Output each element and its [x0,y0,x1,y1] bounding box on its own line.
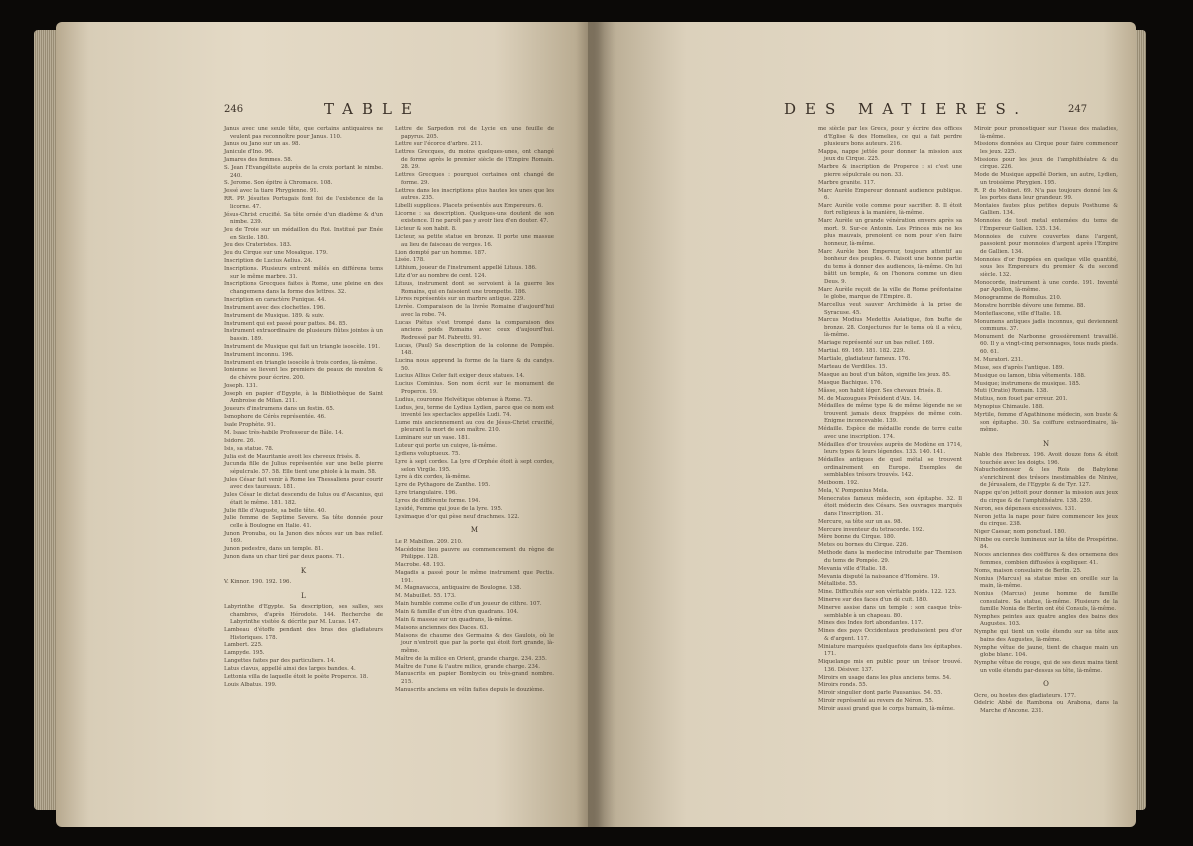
index-entry: Masque Bachique. 176. [818,379,883,386]
index-entry: Macrobe. 48. 193. [395,562,445,569]
index-entry: Macédoine lieu pauvre au commencement du règne de Philippe. 128. [395,546,554,561]
index-entry: Lucina nous apprend la forme de la tiare & du candys. 50. [395,358,554,372]
index-entry: Mevania disputé la naissance d'Homère. 19. [818,573,940,580]
index-entry: Lume mis anciennement au cou de Jésus-Christ crucifié, pleurant la mort de son maître. 210. [395,419,554,434]
index-entry: RR. PP. Jésuites Portugais font foi de l'existence de la licorne. 47. [224,196,383,210]
index-entry: Nymphes peintes aux quatre angles des bains des Augustes. 103. [974,613,1118,628]
index-entry: Minerve sur des faces d'un dé cuit. 180. [818,597,928,604]
index-entry: Inscription de Lucius Aelius. 24. [224,258,313,265]
index-entries-l [224,604,383,689]
index-entry: Louis Albatus. 199. [224,681,277,688]
index-entry: Noces anciennes des coëffures & des ornemens des femmes, combien diffusées à expliquer. 41. [974,552,1118,566]
index-entry: Lyre à sept cordes. La lyre d'Orphée étoit à sept cordes, selon Virgile. 195. [395,459,554,473]
open-book [56,22,1136,827]
index-entry: Mutius, non fouet par erreur. 201. [974,396,1068,403]
index-entry: Junon Pronuba, ou la Junon des nôces sur un bas relief. 169. [224,530,383,545]
index-entry: Monstre horrible dévore une femme. 88. [974,302,1086,309]
index-entry: Mercure, sa tête sur un as. 98. [818,518,903,525]
index-entry: Monnoies de tout metal entemées du tems de l'Empereur Gallien. 135. 134. [974,218,1118,232]
index-entry: Joseph en papier d'Egypte, à la Bibliothèque de Saint Ambroise de Milan. 211. [224,390,383,405]
index-entry: Ismophore de Cérès représentée. 46. [224,414,326,421]
index-entry: Janus avec une seule tête, que certains antiquaires ne veulent pas reconnoître pour Janus. 110. [224,126,383,140]
index-entry: M. de Mazougues Président d'Aix. 14. [818,395,922,402]
index-entry: M. Muratori. 231. [974,356,1023,363]
index-entry: Lambeau d'étoffe pendant des bras des gladiateurs Historiques. 178. [224,627,383,641]
index-entry: Instrument de Musique. 189. & suiv. [224,312,324,319]
page-number-right: 247 [1068,104,1088,115]
index-entry: Missions pour les jeux de l'amphithéatre & du cirque. 226. [974,156,1118,171]
index-entry: Médailles d'or trouvées auprès de Modène en 1714, leurs types & leurs légendes. 133. 140. 141. [818,441,962,456]
index-entry: Libelli supplices. Placets présentés aux Empereurs. 6. [395,202,544,209]
index-entry: Isis, sa statue. 78. [224,445,274,452]
book-edge-left [34,30,58,810]
index-entry: Miniature marquées quelquefois dans les épitaphes. 171. [818,643,962,658]
index-entry: Monument de Narbonne grossièrement travaillé. 60. Il y a vingt-cinq personnages, tous nuds pieds. 60. 61. [974,333,1118,355]
index-entry: Maisons anciennes des Daces. 63. [395,624,489,631]
index-entry: Junon pedestre, dans un temple. 81. [224,546,324,553]
index-entry: Médailles de même type & de même légende ne se trouvent jamais deux frappées de même coin. Enigme inconcevable. 139. [818,403,962,425]
index-entry: Mâsse, son habit léger. Ses chevaux frisés. 8. [818,387,942,394]
index-entry: Lyre de Pythagore de Zanthe. 195. [395,482,491,489]
index-entry: Metes ou bornes du Cirque. 226. [818,542,908,549]
index-entry: Monteflascone, ville d'Italie. 18. [974,310,1062,317]
index-entry: Lettres dans les inscriptions plus hautes les unes que les autres. 235. [395,187,554,202]
index-entry: Licteur & son habit. 8. [395,226,457,233]
index-entry: Martiale, gladiateur fameux. 176. [818,356,911,363]
index-entry: Mevania ville d'Italie. 18. [818,565,888,572]
index-entry: Jessé avec la tiare Phrygienne. 91. [224,188,319,195]
index-entry: Marc Aurèle reçoit de la ville de Rome préfontaine le globe, marque de l'Empire. 8. [818,286,962,301]
index-entries [224,126,383,562]
index-entry: Muti (Oratio) Romain. 138. [974,388,1049,395]
index-entry: Menecrates fameux médecin, son épitaphe. 32. Il étoit médecin des Césars. Ses ouvrages marqués dans l'inscription. 31. [818,495,962,517]
index-entry: Ocre, ou hostes des gladiateurs. 177. [974,692,1076,699]
index-entry: Mercure inventeur du tetracorde. 192. [818,526,925,533]
index-entry: Litz d'or au nombre de cent. 124. [395,273,487,280]
index-entry: Main humble comme celle d'un joueur de cithre. 107. [395,601,542,608]
index-entry: Nymphe vêtue de rouge, qui de ses deux mains tient un voile étendu par-dessus sa tête, là-même. [974,660,1118,674]
index-entry: Meiboom. 192. [818,479,859,486]
index-entry: Lysimaque d'or qui pèse neuf drachmes. 122. [395,513,520,520]
index-entry: Janus ou Jano sur un as. 98. [224,141,301,148]
index-entry: Luteur qui porte un cuiqve, là-même. [395,443,497,450]
index-entry: Mines des pays Occidentaux produisoient peu d'or & d'argent. 117. [818,628,962,642]
index-entry: Marteau de Verdilles. 15. [818,363,888,370]
index-entry: Marcus Modius Medettis Asiatique, fon bufte de bronze. 28. Conjectures fur le tems où il a vécu, là-même. [818,317,962,339]
running-head-left: TABLE [324,100,421,118]
index-entry: Lituus, instrument dont se servoient à la guerre les Romains, qui en faisoient une trompette. 186. [395,281,554,295]
index-entry: Marbre & inscription de Properce : si c'est une pierre sépulcrale ou non. 33. [818,164,962,178]
index-entry: Neron, ses dépenses excessives. 131. [974,505,1077,512]
index-entry: Miroir pour pronostiquer sur l'issue des maladies, là-même. [974,126,1118,140]
index-entry: Lettre de Sarpedon roi de Lycie en une feuille de papyrus. 205. [395,126,554,140]
index-entry: Instrument extraordinaire de plusieurs flûtes jointes à un bassin. 189. [224,328,383,342]
index-entry: Métalliste. 55. [818,581,858,588]
index-entry: Marbre granite. 117. [818,179,876,186]
index-entry: Jeu du Cirque sur une Mosaïque. 179. [224,250,328,257]
index-entry: Lion dompté par un homme. 187. [395,249,487,256]
index-entry: Musique; instrumens de musique. 185. [974,380,1081,387]
index-entry: Lettre sur l'écorce d'arbre. 211. [395,141,483,148]
index-entry: Lucas, (Paul) Sa description de la colonne de Pompée. 148. [395,342,554,357]
index-entry: Mine. Difficultés sur son véritable poids. 122. 123. [818,589,957,596]
index-entry: Inscription en caractère Punique. 44. [224,296,327,303]
index-entry: Jeu des Crateristes. 183. [224,242,292,249]
index-entry: Mines des Indes fort abondantes. 117. [818,620,923,627]
index-entry: Main & massue sur un quadrans, là-même. [395,617,513,624]
index-entry: Neron jetta la nape pour faire commencer les jeux du cirque. 238. [974,513,1118,528]
index-entry: Julia est de Mauritanie avoit les cheveux frisés. 8. [224,453,361,460]
index-entry: Miroirs ronds. 55. [818,682,868,689]
index-entry: Methode dans la medecine introduite par Themison du tems de Pompée. 29. [818,550,962,564]
letter-heading-k: K [300,566,307,575]
index-entry: Main & famille d'un être d'un quadrans. 104. [395,609,519,616]
left-column-2 [395,126,554,695]
index-entry: Joueurs d'instrumens dans un festin. 65. [224,406,335,413]
index-entry: Nappe qu'on jettoit pour donner la mission aux jeux du cirque & de l'amphithéatre. 138. 259. [974,490,1118,504]
index-entry: Mère bonne du Cirque. 180. [818,534,896,541]
index-entry: R. P. du Molinet. 69. N'a pas toujours donné les & les portes dans leur grandeur. 99. [974,187,1118,202]
index-entry: Nonius (Marcus) jeune homme de famille consulaire. Sa statue, là-même. Plusieurs de la famille Nonia de Berlin ont été Consuls, là-même. [974,591,1118,612]
index-entry: Lettonia villa de laquelle étoit le poète Properce. 18. [224,673,369,680]
index-entry: Lyres de différente forme. 194. [395,498,481,505]
index-entry: Lyre à dix cordes, là-même. [395,474,471,481]
index-entry: Marc Aurèle un grande vénération envers après sa mort. 9. Sur-ce Antonin. Les Princes mis ne les plus mauvais, prenoient ce nom pour s'en faire honneur, là-même. [818,218,962,247]
index-entry: Joseph. 131. [224,382,258,389]
index-entry: Miquelange mis en public pour un trésor trouvé. 136. Désiver. 137. [818,659,962,673]
index-entries [395,126,554,521]
index-entry: Marc Aurèle voile comme pour sacrifier. 8. Il étoit fort religieux à la manière, là-même. [818,202,962,217]
index-entry: Lysidé, Femme qui joue de la lyre. 195. [395,506,503,512]
index-entry: Jamares des femmes. 58. [224,157,293,164]
index-entry: S. Jean l'Evangéliste auprès de la croix portant le nimbe. 240. [224,165,383,179]
index-entry: Lucas Piétus s'est trompé dans la comparaison des anciens poids Romains avec ceux d'aujourd'hui. Redressé par M. Fabretti. 91. [395,319,554,341]
index-entry: Musique ou lamon, tibia vêtements. 188. [974,372,1086,379]
index-entry: Langettes faites par des particuliers. 14. [224,658,336,665]
index-entry: Miroir représenté au revers de Néron. 55. [818,698,934,705]
index-entry: Miroir aussi grand que le corps humain, là-même. [818,706,955,713]
letter-heading-l: L [301,591,306,600]
index-entry: Licteur, sa petite statue en bronze. Il porte une massue au lieu de faisceau de verges. 16. [395,234,554,248]
index-entry: Janicule d'Ino. 96. [224,149,274,156]
index-entry: Manuscrits en papier Bombycin ou très-grand nombre. 215. [395,671,554,685]
index-entry: Monnoies d'or frappées en quelque ville quantité, sous les Empereurs du premier & du second siècle. 132. [974,256,1118,278]
index-entry: Instrument de Musique qui fait un triangle isoscèle. 191. [224,343,381,350]
index-entry: Labyrinthe d'Egypte. Sa description, ses salles, ses chambres, d'après Hérodote. 144. Recherche de Labyrinthe visitée & décrite par M. Lucas. 147. [224,604,383,626]
index-entry: Médailles antiques de quel métal se trouvent ordinairement en Europe. Exemples de semblables trésors trouvés. 142. [818,457,962,479]
index-entry: Manuscrits anciens en vélin faites depuis le douzième. [395,686,545,693]
index-entry: Livrée. Comparaison de la livrée Romaine d'aujourd'hui avec la robe. 74. [395,304,554,318]
right-page [588,22,1136,827]
index-entry: Missions données au Cirque pour faire commencer les jeux. 225. [974,141,1118,155]
index-entry: Mynopius Chimaule. 188. [974,404,1044,411]
index-entry: Nymphe qui tient un voile étendu sur sa tête aux bains des Augustes, là-même. [974,629,1118,643]
index-entry: Jules César fait venir à Rome les Thessaliens pour courir avec des taureaux. 181. [224,476,383,491]
index-entry: Maître de la milice en Orient, grande charge. 234. 235. [395,655,547,662]
index-entry: Muse, ses d'après l'antique. 189. [974,364,1064,371]
index-entry: Livres représentés sur un marbre antique. 229. [395,296,525,303]
index-entry: Mela, V. Pomponius Mela. [818,487,889,494]
index-entry: Magadis a passé pour le même instrument que Pectis. 191. [395,570,554,584]
index-entry: Lucius Allius Celer fait exiger deux statues. 14. [395,373,525,380]
index-entry: Odelric Abbé de Rambona ou Arabona, dans la Marche d'Ancone. 231. [974,700,1118,714]
index-entry: Niger Caesar, nom ponctuel. 180. [974,529,1067,536]
right-column-1 [818,126,962,716]
index-entry: Monumens antiques jadis inconnus, qui deviennent communs. 37. [974,318,1118,333]
index-entry: Nable des Hebreux. 196. Avoit douze fons & étoit touchée avec les doigts. 196. [974,452,1118,466]
index-entry: Jeu de Troie sur un médaillon du Roi. Institué par Enée en Sicile. 180. [224,227,383,241]
index-entry: Inscriptions Grecques faites à Rome, une pleine en des changemens dans la forme des lettres. 32. [224,281,383,295]
index-entry: Médaille. Espèce de médaille ronde de terre cuite avec une inscription. 174. [818,426,962,440]
letter-heading-m: M [470,526,479,535]
index-entry: Nimbe ou cercle lumineux sur la tête de Prospérine. 84. [974,536,1118,551]
index-entry: Instrument avec des clochettes. 196. [224,304,325,311]
index-entry: Ludius, couronne Helvétique obtenue à Rome. 73. [395,396,533,403]
index-entry: Marcellus veut sauver Archimède à la prise de Syracuse. 45. [818,302,962,316]
letter-heading-o: O [1043,680,1049,689]
index-entries-n [974,452,1118,675]
index-entry: Lydiens voluptueux. 75. [395,451,461,458]
index-entry: Noms, maison consulaire de Berlin. 25. [974,567,1082,574]
index-entry: Lisée. 178. [395,257,425,264]
index-entry: Mode de Musique appellé Dorien, un autre, Lydien, un troisième Phrygien. 195. [974,172,1118,186]
index-entry: Instrument inconnu. 196. [224,351,294,358]
index-entry: Jésus-Christ crucifié. Sa tête ornée d'un diadème & d'un nimbe. 239. [224,211,383,226]
index-entry: S. Jerome. Son épitre à Chromace. 108. [224,180,333,187]
index-entry: Mappa, nappe jettée pour donner la mission aux jeux du Cirque. 225. [818,148,962,163]
left-page [56,22,604,827]
index-entry: Maître de l'une & l'autre milice, grande charge. 234. [395,663,540,670]
index-entry: Nabuchodonosor & les Rois de Babylone s'enrichirent des trésors inestimables de Ninive, de Jérusalem, de l'Egypte & de Tyr. 127. [974,467,1118,489]
index-entry: Ludus, jeu, terme de Lydius Lydien, parce que ce nom est inventé les spectacles appellés Ludi. 74. [395,404,554,419]
letter-heading-n: N [1042,439,1050,448]
index-entry: Junon dans un char tiré par deux paons. 71. [224,554,345,561]
index-entry: Le P. Mabillon. 209. 210. [395,538,463,545]
index-entry: Nymphe vêtue de jaune, tient de chaque main un globe blanc. 104. [974,644,1118,659]
index-entry: Lucius Cominius. Son nom écrit sur le monument de Properce. 19. [395,381,554,395]
index-entry: Isidore. 26. [224,437,256,444]
page-number-left: 246 [224,104,244,115]
index-entry: Martial. 69. 169. 181. 182. 229. [818,348,906,355]
index-entry: Inscriptions. Plusieurs entrent mêlés en différens tems sur le même marbre. 31. [224,266,383,280]
running-head-right: DES MATIERES. [784,100,1029,118]
index-entry: Isaïe Prophète. 91. [224,421,276,428]
index-entry: Monocorde, instrument à une corde. 191. Inventé par Apollon, là-même. [974,279,1118,294]
index-entry: M. Mabuillet. 55. 173. [395,593,456,600]
index-entry: Masque au bout d'un bâton, signifie les jeux. 85. [818,371,951,378]
index-entries-m [395,539,554,694]
index-entry: Lampyde. 195. [224,650,265,657]
index-entry: Instrument qui est passé pour pattes. 84. 85. [224,320,348,327]
index-entry: Jucunda fille de Julius représentée sur une belle pierre sépulcrale. 57. 58. Elle tient une phiole à la main. 58. [224,461,383,475]
index-entry: V. Kinnor. 190. 192. 196. [224,579,292,586]
index-entry: Luminare sur un vase. 181. [395,435,470,442]
index-entry: Marc Aurèle Empereur donnant audience publique. 6. [818,187,962,202]
index-entry: Maisons de chaume des Germains & des Gaulois, où le jour n'entroit que par la porte qui étoit fort grande, là-même. [395,632,554,654]
index-entry: Julie fille d'Auguste, sa belle tête. 40. [224,507,327,514]
index-entry: Lambert. 225. [224,642,263,649]
index-entry: Minerve assise dans un temple : son casque très-semblable à un chapeau. 80. [818,605,962,619]
right-page-columns [818,126,1118,716]
index-entry: Miroir singulier dont parle Pausanias. 54. 55. [818,690,943,697]
index-entry: Julie femme de Septime Severe. Sa tête donnée pour celle à Boulogne en Italie. 41. [224,515,383,529]
index-entry: Montaies fautes plus petites depuis Posthume & Gallien. 134. [974,202,1118,217]
index-entry: Nonius (Marcus) sa statue mise en oreille sur la main, là-même. [974,575,1118,590]
left-page-columns [224,126,554,695]
index-entry: Lithium, joueur de l'instrument appellé Lituus. 186. [395,265,537,272]
index-entry: Lyre triangulaire. 196. [395,490,457,497]
right-column-2 [974,126,1118,716]
index-entry: Monnoies de cuivre couvertes dans l'argent, passoient pour monnoies d'argent après l'Empire de Gallien. 134. [974,233,1118,255]
index-entry: Licorne : sa description. Quelques-uns doutent de son existence. Il ne paroît pas y avoir lieu d'en douter. 47. [395,210,554,225]
index-entries [818,126,962,714]
index-entry: M. Isaac très-habile Professeur de Bâle. 14. [224,429,344,436]
index-entry: Instrument en triangle isoscèle à trois cordes, là-même. [224,359,378,366]
index-entries [974,126,1118,435]
index-entry: me siècle par les Grecs, pour y écrire des offices d'Eglise & des Homelies, ce qui a fait perdre plusieurs bons auteurs. 216. [818,126,962,147]
index-entry: Lettres Grecques, du moins quelques-unes, ont changé de forme après le premier siècle de l'Empire Romain. 28. 29. [395,149,554,171]
index-entry: Ionienne se lievent les premiers de peaux de mouton & de chèvre pour écrire. 200. [224,367,383,381]
index-entry: Miroirs en usage dans les plus anciens tems. 54. [818,674,951,681]
index-entry: M. Magnavacca, antiquaire de Boulogne. 138. [395,585,522,592]
index-entry: Mariage représenté sur un bas relief. 169. [818,340,935,347]
index-entry: Lettres Grecques : pourquoi certaines ont changé de forme. 29. [395,172,554,186]
index-entry: Jules César le dictat descendu de Iulus ou d'Ascanius, qui était le même. 181. 182. [224,492,383,506]
index-entry: Latus clavus, appellé ainsi des larges bandes. 4. [224,666,356,673]
left-column-1 [224,126,383,695]
index-entry: Marc Aurèle bon Empereur, toujours attentif au bonheur des peuples. 6. Faisoit une bonne partie du tems à donner des audiences, là-même. On lui bâtit un temple, & on l'honora comme un dieu Deus. 9. [818,248,962,285]
index-entry: Monogramme de Romulus. 210. [974,294,1062,301]
index-entries-o [974,693,1118,716]
index-entry: Myrtile, femme d'Agathinone médecin, son buste & son épitaphe. 30. Sa coiffure extraordinaire, là-même. [974,412,1118,434]
